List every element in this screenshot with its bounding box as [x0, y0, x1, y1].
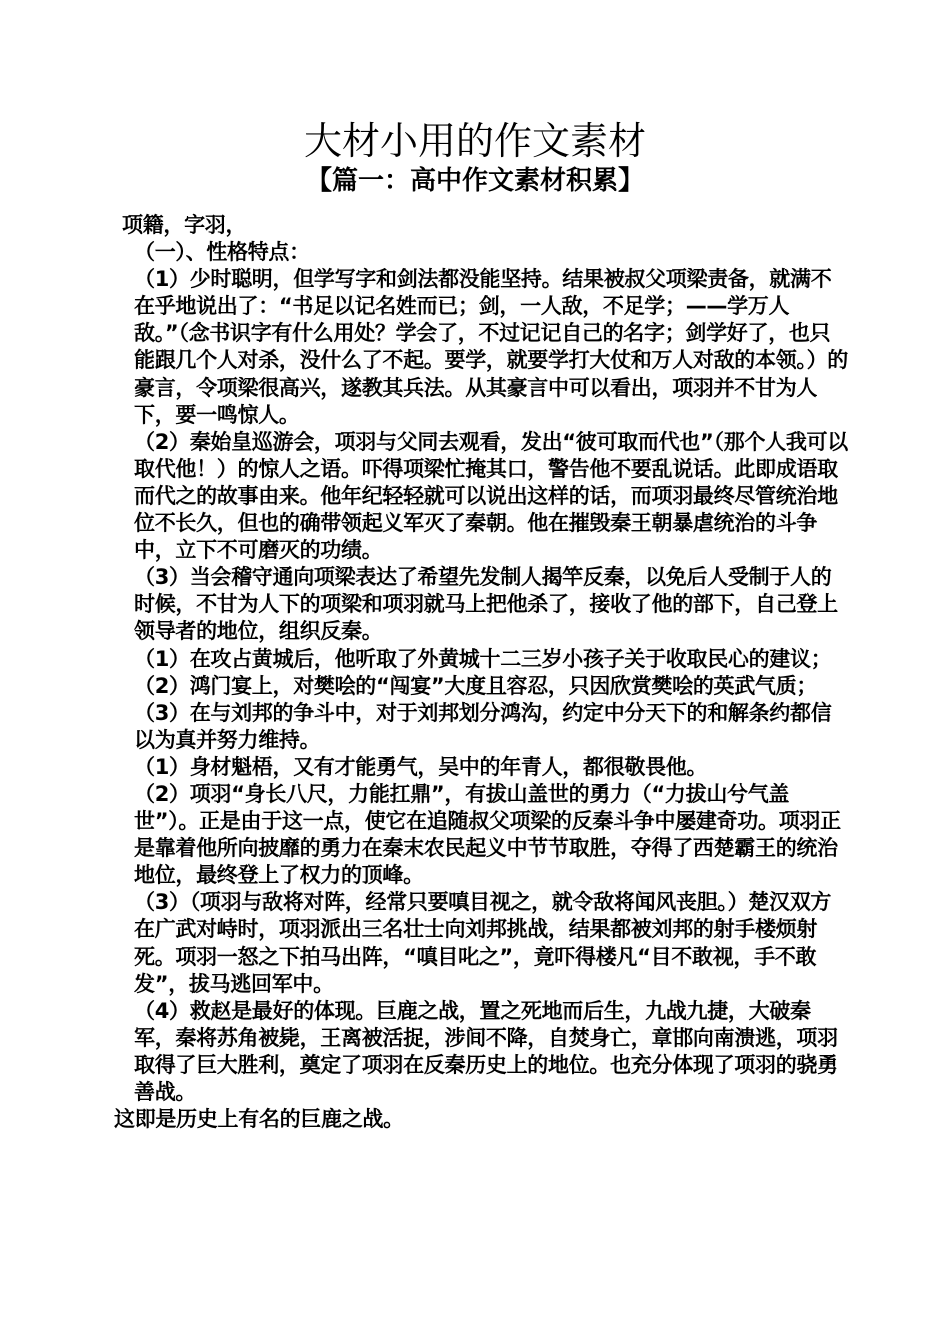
- paragraph: （2）秦始皇巡游会，项羽与父同去观看，发出“彼可取而代也”（那个人我可以取代他！）的惊人之语。吓得项梁忙掩其口，警告他不要乱说话。此即成语取而代之的故事由来。他年纪轻轻就可以说出这样的话，而项羽最终尽管统治地位不长久，但也的确带领起义军灭了秦朝。他在摧毁秦王朝暴虐统治的斗争中，立下不可磨灭的功绩。: [134, 429, 848, 563]
- paragraph: （3）当会稽守通向项梁表达了希望先发制人揭竿反秦，以免后人受制于人的时候，不甘为人下的项梁和项羽就马上把他杀了，接收了他的部下，自己登上领导者的地位，组织反秦。: [134, 565, 838, 644]
- document-subtitle: 【篇一：高中作文素材积累】: [305, 166, 644, 196]
- paragraph-closing: 这即是历史上有名的巨鹿之战。: [114, 1107, 404, 1132]
- paragraph: （3）在与刘邦的争斗中，对于刘邦划分鸿沟，约定中分天下的和解条约都信以为真并努力维持。: [134, 700, 832, 752]
- paragraph: （1）少时聪明，但学写字和剑法都没能坚持。结果被叔父项梁责备，就满不在乎地说出了：“书足以记名姓而已；剑，一人敌，不足学；——学万人敌。”（念书识字有什么用处？学会了，不过记记自己的名字；剑学好了，也只能跟几个人对杀，没什么了不起。要学，就要学打大仗和万人对敌的本领。）的豪言，令项梁很高兴，遂教其兵法。从其豪言中可以看出，项羽并不甘为人下，要一鸣惊人。: [134, 267, 848, 427]
- paragraph: （2）鸿门宴上，对樊哙的“闯宴”大度且容忍，只因欣赏樊哙的英武气质；: [134, 673, 818, 698]
- paragraph: （1）在攻占黄城后，他听取了外黄城十二三岁小孩子关于收取民心的建议；: [134, 646, 832, 671]
- paragraph: （3）（项羽与敌将对阵，经常只要嗔目视之，就令敌将闻风丧胆。）楚汉双方在广武对峙时，项羽派出三名壮士向刘邦挑战，结果都被刘邦的射手楼烦射死。项羽一怒之下拍马出阵，“嗔目叱之”，竟吓得楼凡“目不敢视，手不敢发”，拔马逃回军中。: [134, 890, 832, 996]
- paragraph: （4）救赵是最好的体现。巨鹿之战，置之死地而后生，九战九捷，大破秦军，秦将苏角被毙，王离被活捉，涉间不降，自焚身亡，章邯向南溃逃，项羽取得了巨大胜利，奠定了项羽在反秦历史上的地位。也充分体现了项羽的骁勇善战。: [134, 998, 838, 1104]
- paragraph: （2）项羽“身长八尺，力能扛鼎”，有拔山盖世的勇力（“力拔山兮气盖世”）。正是由于这一点，使它在追随叔父项梁的反秦斗争中屡建奇功。项羽正是靠着他所向披靡的勇力在秦末农民起义中节节取胜，夺得了西楚霸王的统治地位，最终登上了权力的顶峰。: [134, 781, 841, 888]
- document-body: [114, 212, 850, 1133]
- paragraph-heading-personality: （一）、性格特点：: [134, 240, 310, 265]
- paragraph: （1）身材魁梧，又有才能勇气，吴中的年青人，都很敬畏他。: [134, 754, 708, 779]
- document-title: 大材小用的作文素材: [303, 119, 646, 163]
- paragraph-name: 项籍，字羽，: [122, 213, 247, 237]
